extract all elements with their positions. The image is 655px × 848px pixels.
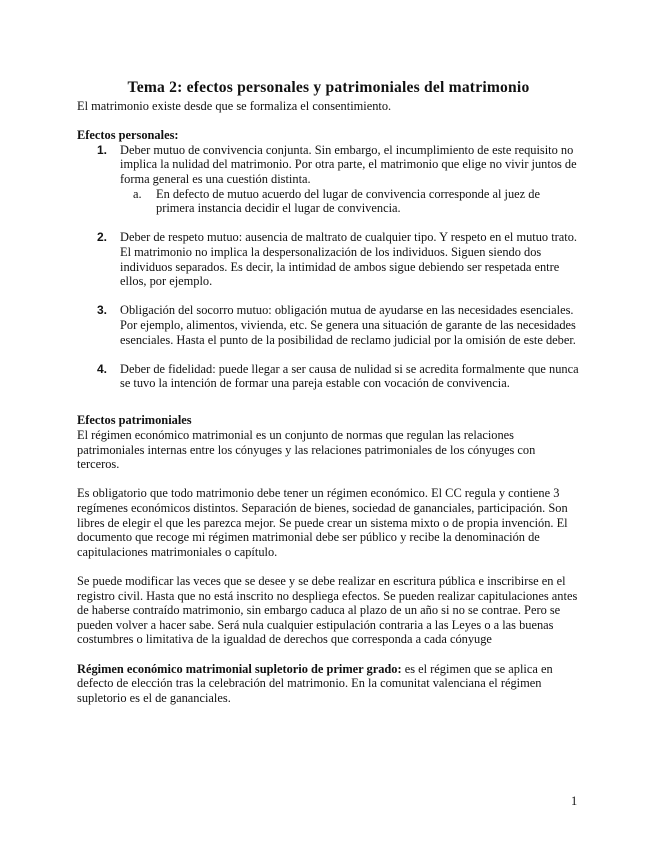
intro-paragraph: El matrimonio existe desde que se formaliza el consentimiento. xyxy=(77,99,392,113)
patrimonial-effects-heading: Efectos patrimoniales xyxy=(77,413,192,428)
list-item-text: Obligación del socorro mutuo: obligación mutua de ayudarse en las necesidades esenciales. Por ejemplo, alimentos, vivienda, etc. Se genera una situación de garante de las necesidades esenciales. Hasta el punto de la posibilidad de reclamo judicial por la omisión de este deber. xyxy=(120,303,576,347)
sub-list-item-text: En defecto de mutuo acuerdo del lugar de convivencia corresponde al juez de primera instancia decidir el lugar de convivencia. xyxy=(156,186,540,216)
list-item xyxy=(77,143,580,187)
page-number: 1 xyxy=(571,794,578,808)
supletorio-term: Régimen económico matrimonial supletorio de primer grado: xyxy=(77,661,402,676)
sub-list-letter: a. xyxy=(133,186,142,201)
personal-effects-heading: Efectos personales: xyxy=(77,128,179,143)
supletorio-definition: es el régimen que se aplica en defecto de elección tras la celebración del matrimonio. En la comunitat valenciana el régimen supletorio es el de gananciales. xyxy=(77,661,553,705)
list-number: 3. xyxy=(97,303,108,318)
document-page xyxy=(77,78,580,705)
list-item xyxy=(77,303,580,347)
patrimonial-paragraph-2: Es obligatorio que todo matrimonio debe tener un régimen económico. El CC regula y contiene 3 regímenes económicos distintos. Separación de bienes, sociedad de gananciales, participación. Son libres de elegir el que les parezca mejor. Se puede crear un sistema mixto o de propia invención. El documento que recoge mi régimen matrimonial debe ser público y recibe la denominación de capitulaciones matrimoniales o capítulo. xyxy=(77,486,568,559)
patrimonial-paragraph-3: Se puede modificar las veces que se desee y se debe realizar en escritura pública e inscribirse en el registro civil. Hasta que no está inscrito no despliega efectos. Se pueden realizar capitulaciones antes de haberse contraído matrimonio, sin embargo caduca al plazo de un año si no se contrae. Pero se pueden volver a hacer sabe. Será nula cualquier estipulación contraria a las Leyes o a las buenas costumbres o limitativa de la igualdad de derechos que corresponda a cada cónyuge xyxy=(77,574,578,647)
list-number: 2. xyxy=(97,230,108,245)
patrimonial-paragraph-4 xyxy=(77,662,580,706)
page-title: Tema 2: efectos personales y patrimoniales del matrimonio xyxy=(127,79,530,96)
list-item xyxy=(77,362,580,391)
patrimonial-paragraph-1: El régimen económico matrimonial es un conjunto de normas que regulan las relaciones patrimoniales internas entre los cónyuges y las relaciones patrimoniales de los cónyuges con terceros. xyxy=(77,428,536,472)
list-item-text: Deber de fidelidad: puede llegar a ser causa de nulidad si se acredita formalmente que nunca se tuvo la intención de formar una pareja estable con vocación de convivencia. xyxy=(120,361,579,391)
list-item-text: Deber mutuo de convivencia conjunta. Sin embargo, el incumplimiento de este requisito no implica la nulidad del matrimonio. Por otra parte, el matrimonio que elige no vivir juntos de forma general es una cuestión distinta. xyxy=(120,142,577,186)
list-number: 1. xyxy=(97,142,108,157)
list-number: 4. xyxy=(97,361,108,376)
list-item-text: Deber de respeto mutuo: ausencia de maltrato de cualquier tipo. Y respeto en el mutuo trato. El matrimonio no implica la despersonalización de los individuos. Siguen siendo dos individuos separados. Es decir, la intimidad de ambos sigue debiendo ser respetada entre ellos, por ejemplo. xyxy=(120,230,578,289)
sub-list-item xyxy=(77,187,580,216)
list-item xyxy=(77,230,580,288)
